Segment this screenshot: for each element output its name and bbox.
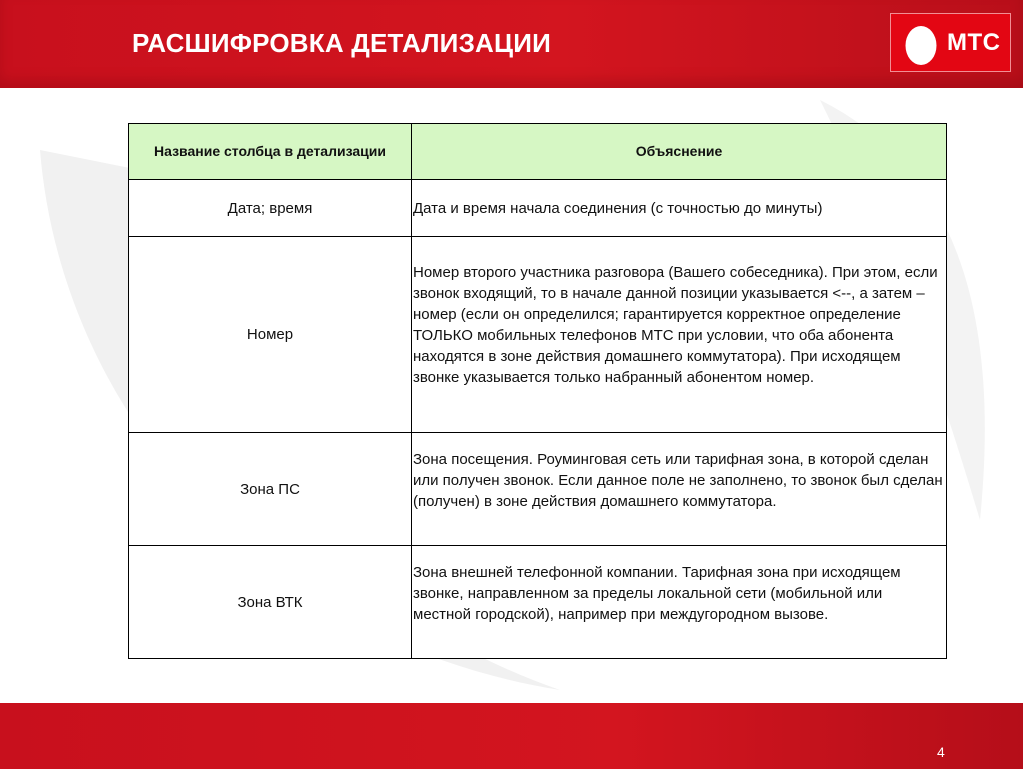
logo-text: МТС [947, 29, 1001, 56]
header-bar [0, 0, 1023, 88]
row-description-cell: Номер второго участника разговора (Вашего собеседника). При этом, если звонок входящий, то в начале данной позиции указывается <--, а затем – номер (если он определился; гарантируется корректное определение ТОЛЬКО мобильных телефонов МТС при условии, что оба абонента находятся в зоне действия домашнего коммутатора). При исходящем звонке указывается только набранный абонентом номер. [412, 237, 947, 433]
mts-logo [890, 13, 1011, 72]
header-column-name: Название столбца в детализации [129, 124, 412, 180]
row-description-cell: Зона посещения. Роуминговая сеть или тарифная зона, в которой сделан или получен звонок. Если данное поле не заполнено, то звонок был сделан (получен) в зоне действия домашнего коммутатора. [412, 433, 947, 546]
row-name-cell: Дата; время [129, 180, 412, 237]
table-header-row [129, 124, 947, 180]
row-name-cell: Зона ВТК [129, 546, 412, 659]
page-number: 4 [937, 744, 945, 760]
table-row [129, 237, 947, 433]
details-table [128, 123, 947, 659]
header-explanation: Объяснение [412, 124, 947, 180]
row-description-cell: Зона внешней телефонной компании. Тарифная зона при исходящем звонке, направленном за пределы локальной сети (мобильной или местной городской), например при междугородном вызове. [412, 546, 947, 659]
table-row [129, 546, 947, 659]
slide-title: РАСШИФРОВКА ДЕТАЛИЗАЦИИ [132, 28, 552, 58]
table-row [129, 433, 947, 546]
table-row [129, 180, 947, 237]
row-name-cell: Зона ПС [129, 433, 412, 546]
row-description-cell: Дата и время начала соединения (с точностью до минуты) [412, 180, 947, 237]
row-name-cell: Номер [129, 237, 412, 433]
egg-icon [904, 21, 938, 66]
footer-bar [0, 703, 1023, 769]
